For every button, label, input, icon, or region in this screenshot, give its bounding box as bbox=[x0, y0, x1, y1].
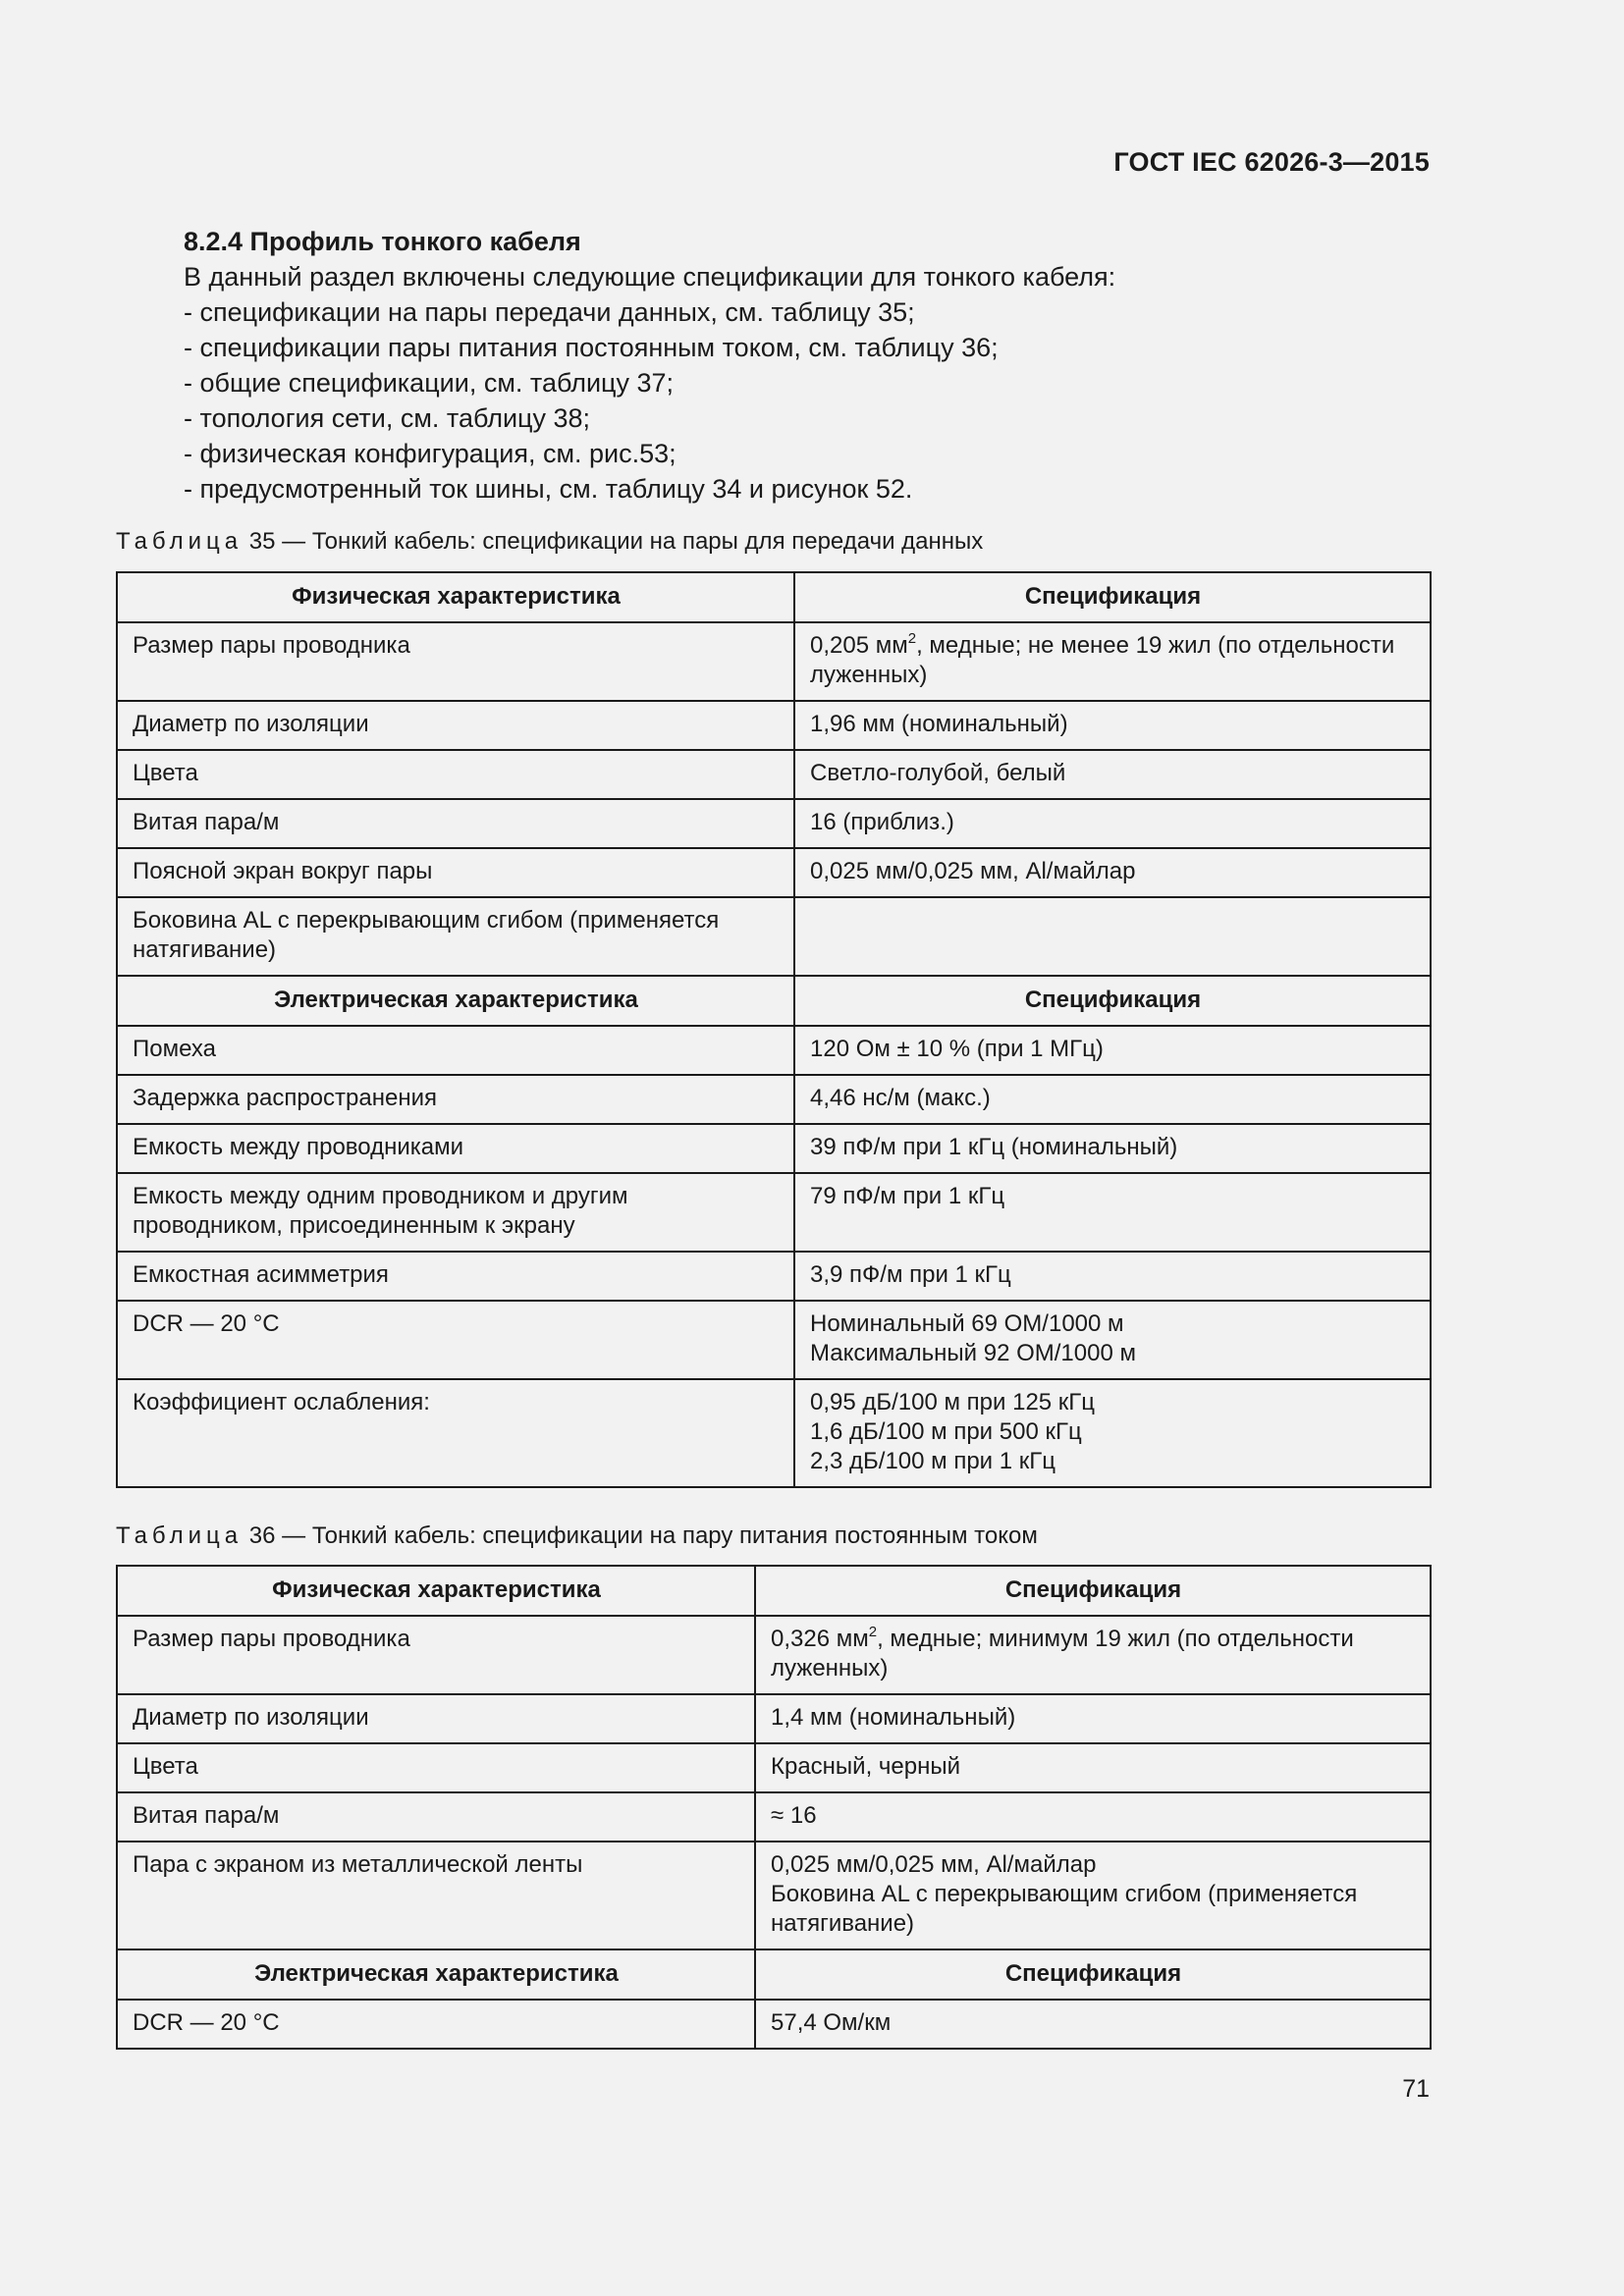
table-subheader-row bbox=[117, 1949, 1431, 2000]
table-row bbox=[117, 1026, 1431, 1075]
cell-name: Размер пары проводника bbox=[117, 1616, 755, 1694]
cell-spec: 79 пФ/м при 1 кГц bbox=[794, 1173, 1431, 1252]
table-row bbox=[117, 1124, 1431, 1173]
cell-name: Помеха bbox=[117, 1026, 794, 1075]
document-standard-header: ГОСТ IEC 62026-3—2015 bbox=[1113, 147, 1430, 177]
cell-name: Витая пара/м bbox=[117, 799, 794, 848]
caption-text: 35 — Тонкий кабель: спецификации на пары для передачи данных bbox=[248, 528, 984, 555]
table-row bbox=[117, 1694, 1431, 1743]
cell-spec: Номинальный 69 ОМ/1000 м Максимальный 92 ОМ/1000 м bbox=[794, 1301, 1431, 1379]
header-physical: Физическая характеристика bbox=[117, 1566, 755, 1616]
table-header-row bbox=[117, 1566, 1431, 1616]
caption-label: Таблица bbox=[116, 1522, 244, 1549]
cell-name: Емкость между одним проводником и другим проводником, присоединенным к экрану bbox=[117, 1173, 794, 1252]
spec-list bbox=[184, 294, 1431, 507]
cell-name: Цвета bbox=[117, 1743, 755, 1792]
cell-spec: 0,025 мм/0,025 мм, Al/майлар Боковина AL с перекрывающим сгибом (применяется натягивание) bbox=[755, 1842, 1431, 1949]
header-electrical: Электрическая характеристика bbox=[117, 976, 794, 1026]
cell-name: Коэффициент ослабления: bbox=[117, 1379, 794, 1487]
cell-spec: 0,205 $мм^2$, медные; не менее 19 жил (по отдельности луженных) bbox=[794, 622, 1431, 701]
header-physical: Физическая характеристика bbox=[117, 572, 794, 622]
cell-spec: 16 (приблиз.) bbox=[794, 799, 1431, 848]
section-intro: В данный раздел включены следующие спецификации для тонкого кабеля: bbox=[184, 262, 1116, 292]
cell-spec: 0,95 дБ/100 м при 125 кГц 1,6 дБ/100 м при 500 кГц 2,3 дБ/100 м при 1 кГц bbox=[794, 1379, 1431, 1487]
caption-label: Таблица bbox=[116, 528, 244, 555]
table-row bbox=[117, 622, 1431, 701]
table-36 bbox=[116, 1565, 1432, 2050]
table-36-caption bbox=[116, 1522, 1038, 1550]
section-title: 8.2.4 Профиль тонкого кабеля bbox=[184, 227, 581, 256]
table-row bbox=[117, 1792, 1431, 1842]
table-row bbox=[117, 2000, 1431, 2049]
cell-spec: 0,025 мм/0,025 мм, Al/майлар bbox=[794, 848, 1431, 897]
cell-spec bbox=[794, 897, 1431, 976]
cell-spec: 120 Ом ± 10 % (при 1 МГц) bbox=[794, 1026, 1431, 1075]
cell-spec: 3,9 пФ/м при 1 кГц bbox=[794, 1252, 1431, 1301]
table-35-caption bbox=[116, 528, 983, 556]
page-number: 71 bbox=[1402, 2075, 1430, 2103]
header-spec: Спецификация bbox=[755, 1566, 1431, 1616]
table-row bbox=[117, 1616, 1431, 1694]
header-spec: Спецификация bbox=[794, 572, 1431, 622]
list-item: - предусмотренный ток шины, см. таблицу 34 и рисунок 52. bbox=[184, 471, 1431, 507]
cell-spec: 39 пФ/м при 1 кГц (номинальный) bbox=[794, 1124, 1431, 1173]
section-8-2-4 bbox=[184, 224, 1431, 507]
list-item: - общие спецификации, см. таблицу 37; bbox=[184, 365, 1431, 400]
cell-name: Боковина AL с перекрывающим сгибом (применяется натягивание) bbox=[117, 897, 794, 976]
table-row bbox=[117, 1379, 1431, 1487]
cell-spec: 1,96 мм (номинальный) bbox=[794, 701, 1431, 750]
header-electrical: Электрическая характеристика bbox=[117, 1949, 755, 2000]
cell-name: Диаметр по изоляции bbox=[117, 1694, 755, 1743]
cell-name: Диаметр по изоляции bbox=[117, 701, 794, 750]
list-item: - топология сети, см. таблицу 38; bbox=[184, 400, 1431, 436]
header-spec: Спецификация bbox=[755, 1949, 1431, 2000]
table-row bbox=[117, 1075, 1431, 1124]
caption-text: 36 — Тонкий кабель: спецификации на пару питания постоянным током bbox=[248, 1522, 1038, 1549]
table-subheader-row bbox=[117, 976, 1431, 1026]
cell-name: Поясной экран вокруг пары bbox=[117, 848, 794, 897]
cell-spec: 1,4 мм (номинальный) bbox=[755, 1694, 1431, 1743]
cell-name: Витая пара/м bbox=[117, 1792, 755, 1842]
table-35 bbox=[116, 571, 1432, 1488]
cell-spec: 57,4 Ом/км bbox=[755, 2000, 1431, 2049]
list-item: - спецификации на пары передачи данных, см. таблицу 35; bbox=[184, 294, 1431, 330]
cell-name: DCR — 20 °C bbox=[117, 2000, 755, 2049]
cell-name: Размер пары проводника bbox=[117, 622, 794, 701]
cell-spec: ≈ 16 bbox=[755, 1792, 1431, 1842]
table-row bbox=[117, 897, 1431, 976]
cell-name: DCR — 20 °C bbox=[117, 1301, 794, 1379]
table-row bbox=[117, 750, 1431, 799]
table-header-row bbox=[117, 572, 1431, 622]
table-row bbox=[117, 799, 1431, 848]
table-row bbox=[117, 1252, 1431, 1301]
table-row bbox=[117, 701, 1431, 750]
header-spec: Спецификация bbox=[794, 976, 1431, 1026]
cell-spec: 4,46 нс/м (макс.) bbox=[794, 1075, 1431, 1124]
cell-name: Емкость между проводниками bbox=[117, 1124, 794, 1173]
cell-name: Пара с экраном из металлической ленты bbox=[117, 1842, 755, 1949]
cell-spec: Красный, черный bbox=[755, 1743, 1431, 1792]
cell-spec: 0,326 $мм^2$, медные; минимум 19 жил (по отдельности луженных) bbox=[755, 1616, 1431, 1694]
table-row bbox=[117, 848, 1431, 897]
list-item: - спецификации пары питания постоянным током, см. таблицу 36; bbox=[184, 330, 1431, 365]
table-row bbox=[117, 1301, 1431, 1379]
table-row bbox=[117, 1842, 1431, 1949]
cell-name: Цвета bbox=[117, 750, 794, 799]
cell-name: Емкостная асимметрия bbox=[117, 1252, 794, 1301]
table-row bbox=[117, 1173, 1431, 1252]
list-item: - физическая конфигурация, см. рис.53; bbox=[184, 436, 1431, 471]
cell-spec: Светло-голубой, белый bbox=[794, 750, 1431, 799]
table-row bbox=[117, 1743, 1431, 1792]
cell-name: Задержка распространения bbox=[117, 1075, 794, 1124]
